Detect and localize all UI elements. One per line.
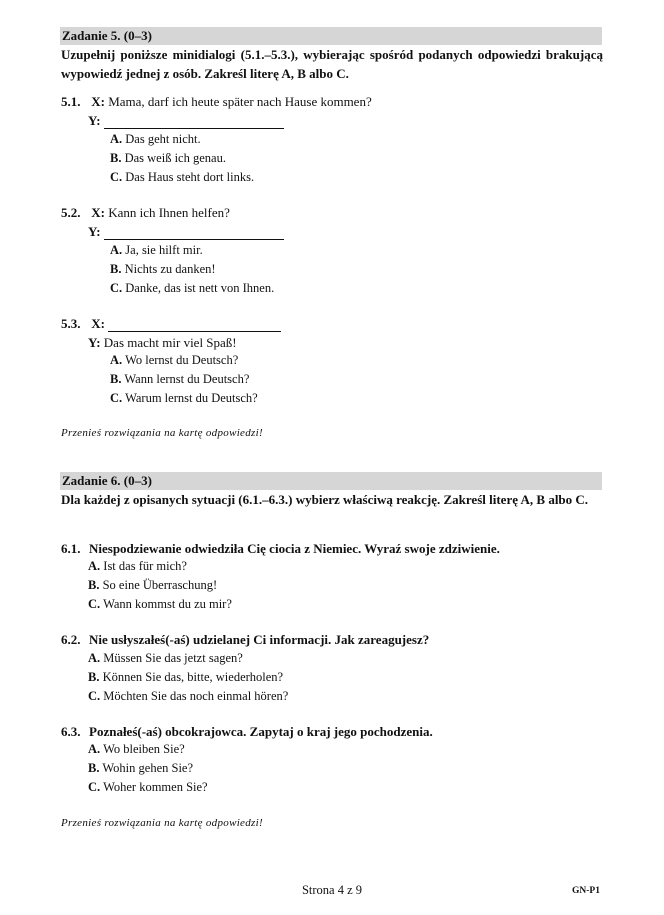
x-utterance: Mama, darf ich heute später nach Hause kommen? [108,94,372,109]
question-6-2 [61,632,429,648]
speaker-x: X: [91,316,105,331]
question-6-3 [61,724,433,740]
option-6-2-c: C. Möchten Sie das noch einmal hören? [88,689,289,703]
option-5-1-b: B. Das weiß ich genau. [110,151,226,165]
question-text: Nie usłyszałeś(-aś) udzielanej Ci informacji. Jak zareagujesz? [89,632,430,647]
option-5-2-b: B. Nichts zu danken! [110,262,216,276]
speaker-y: Y: [88,113,101,128]
answer-line-5-2 [88,224,284,240]
speaker-x: X: [91,205,105,220]
x-utterance: Kann ich Ihnen helfen? [108,205,230,220]
question-5-1 [61,94,372,110]
transfer-note-5: Przenieś rozwiązania na kartę odpowiedzi! [61,427,263,439]
question-number: 5.3. [61,316,81,331]
question-5-3 [61,316,281,332]
page-number: Strona 4 z 9 [301,883,363,897]
question-text: Poznałeś(-aś) obcokrajowca. Zapytaj o kraj jego pochodzenia. [89,724,433,739]
option-6-1-c: C. Wann kommst du zu mir? [88,597,232,611]
option-5-1-a: A. Das geht nicht. [110,132,201,146]
task5-instruction: Uzupełnij poniższe minidialogi (5.1.–5.3.), wybierając spośród podanych odpowiedzi brakującą wypowiedź jednej z osób. Zakreśl literę A, B albo C. [61,47,603,81]
option-5-2-c: C. Danke, das ist nett von Ihnen. [110,281,275,295]
question-number: 6.1. [61,541,81,556]
y-utterance: Das macht mir viel Spaß! [103,335,237,350]
question-6-1 [61,541,500,557]
blank-line [104,114,284,129]
speaker-x: X: [91,94,105,109]
exam-code: GN-P1 [572,886,600,896]
answer-line-5-1 [88,113,284,129]
option-5-3-a: A. Wo lernst du Deutsch? [110,353,239,367]
option-6-3-c: C. Woher kommen Sie? [88,780,208,794]
option-6-2-b: B. Können Sie das, bitte, wiederholen? [88,670,284,684]
speaker-y: Y: [88,224,101,239]
question-number: 5.1. [61,94,81,109]
option-6-3-a: A. Wo bleiben Sie? [88,742,185,756]
question-text: Niespodziewanie odwiedziła Cię ciocia z Niemiec. Wyraź swoje zdziwienie. [89,541,500,556]
blank-line [104,225,284,240]
question-number: 6.3. [61,724,81,739]
speaker-y: Y: [88,335,101,350]
task6-instruction: Dla każdej z opisanych sytuacji (6.1.–6.3.) wybierz właściwą reakcję. Zakreśl literę A, B albo C. [61,492,589,507]
question-number: 5.2. [61,205,81,220]
option-5-1-c: C. Das Haus steht dort links. [110,170,255,184]
option-6-3-b: B. Wohin gehen Sie? [88,761,194,775]
option-6-2-a: A. Müssen Sie das jetzt sagen? [88,651,243,665]
blank-line [108,317,281,332]
task6-header: Zadanie 6. (0–3) [60,472,602,490]
question-number: 6.2. [61,632,81,647]
option-6-1-a: A. Ist das für mich? [88,559,187,573]
option-5-2-a: A. Ja, sie hilft mir. [110,243,203,257]
answer-line-5-3 [88,335,237,351]
option-6-1-b: B. So eine Überraschung! [88,578,218,592]
question-5-2 [61,205,230,221]
task5-header: Zadanie 5. (0–3) [60,27,602,45]
option-5-3-c: C. Warum lernst du Deutsch? [110,391,258,405]
transfer-note-6: Przenieś rozwiązania na kartę odpowiedzi! [61,817,263,829]
option-5-3-b: B. Wann lernst du Deutsch? [110,372,250,386]
